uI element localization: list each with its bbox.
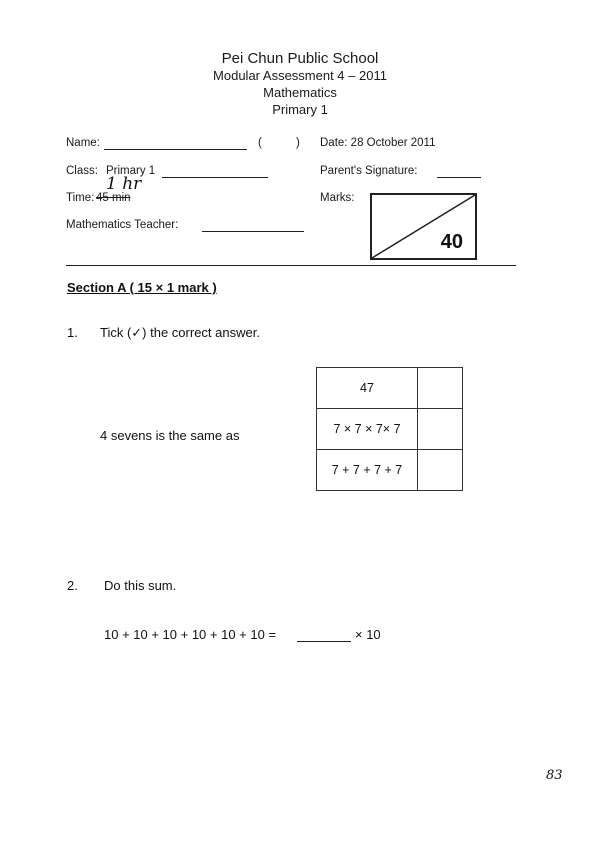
- marks-box: [370, 193, 477, 260]
- name-label: Name:: [66, 137, 100, 149]
- subject-title: Mathematics: [263, 85, 337, 100]
- assessment-title: Modular Assessment 4 – 2011: [213, 68, 387, 83]
- time-label: Time:: [66, 192, 95, 204]
- teacher-label: Mathematics Teacher:: [66, 219, 179, 231]
- school-name: Pei Chun Public School: [221, 50, 379, 67]
- table-row: [317, 409, 463, 450]
- section-title: Section A ( 15 × 1 mark ): [67, 280, 217, 295]
- tick-box-1[interactable]: [418, 368, 463, 409]
- table-row: [317, 450, 463, 491]
- time-struck-value: 45 min: [96, 192, 131, 204]
- level-title: Primary 1: [272, 102, 328, 117]
- option-3: 7 + 7 + 7 + 7: [317, 450, 418, 491]
- date-label: Date: 28 October 2011: [320, 137, 436, 149]
- option-2: 7 × 7 × 7× 7: [317, 409, 418, 450]
- parent-signature-blank[interactable]: [437, 177, 481, 178]
- parent-signature-label: Parent's Signature:: [320, 165, 418, 177]
- question-2-equation-left: 10 + 10 + 10 + 10 + 10 + 10 =: [104, 627, 277, 642]
- question-1-number: 1.: [67, 325, 78, 340]
- marks-label: Marks:: [320, 192, 355, 204]
- question-1-options-table: [316, 367, 463, 491]
- page-number: 83: [546, 768, 563, 783]
- question-2-instruction: Do this sum.: [104, 578, 177, 593]
- class-blank[interactable]: [162, 177, 268, 178]
- tick-box-2[interactable]: [418, 409, 463, 450]
- tick-box-3[interactable]: [418, 450, 463, 491]
- index-paren-open: (: [258, 137, 262, 149]
- header-divider: [66, 265, 516, 266]
- teacher-blank[interactable]: [202, 231, 304, 232]
- name-blank[interactable]: [104, 149, 247, 150]
- question-1-prompt: 4 sevens is the same as: [100, 428, 240, 443]
- table-row: [317, 368, 463, 409]
- question-2-answer-blank[interactable]: [297, 641, 351, 642]
- time-handwritten-value: 1 hr: [106, 174, 142, 194]
- question-2-equation-right: × 10: [355, 627, 381, 642]
- question-1-instruction: Tick (✓) the correct answer.: [100, 325, 260, 340]
- marks-total: 40: [440, 231, 463, 253]
- question-2-number: 2.: [67, 578, 78, 593]
- class-label: Class:: [66, 165, 98, 177]
- option-1: 47: [317, 368, 418, 409]
- class-value: Primary 1: [106, 165, 156, 177]
- index-paren-close: ): [296, 137, 300, 149]
